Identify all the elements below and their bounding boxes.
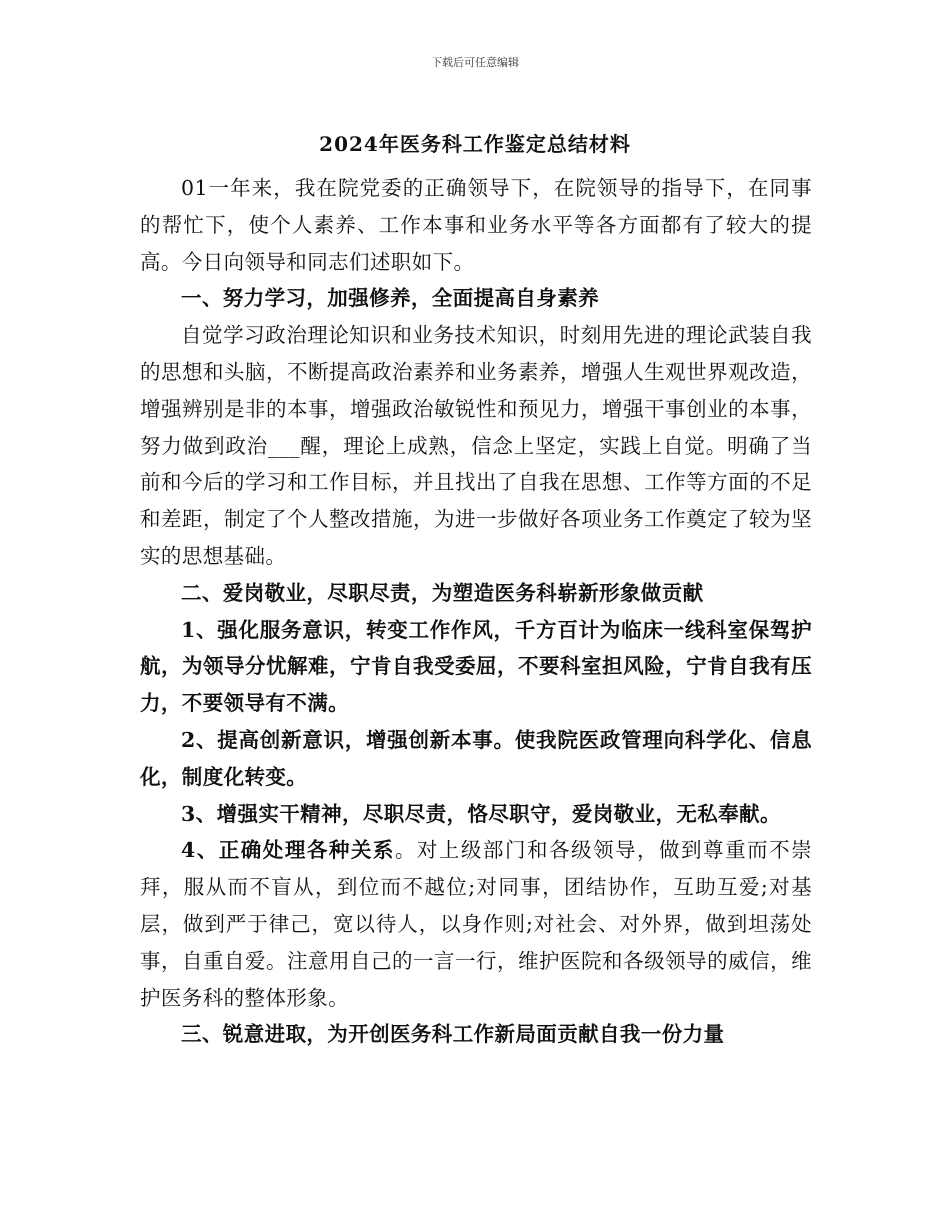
paragraph-item-4-rest: 。对上级部门和各级领导，做到尊重而不崇拜，服从而不盲从，到位而不越位;对同事，团结协作，互助互爱;对基层，做到严于律己，宽以待人，以身作则;对社会、对外界，做到坦荡处事，自重自爱。注意用自己的一言一行，维护医院和各级领导的威信，维护医务科的整体形象。 — [140, 838, 812, 1010]
paragraph-item-2: 2、提高创新意识，增强创新本事。使我院医政管理向科学化、信息化，制度化转变。 — [140, 727, 812, 789]
paragraph-item-1: 1、强化服务意识，转变工作作风，千方百计为临床一线科室保驾护航，为领导分忧解难，宁肯自我受委屈，不要科室担风险，宁肯自我有压力，不要领导有不满。 — [140, 617, 812, 716]
document-body — [140, 170, 812, 1053]
section-heading-3: 三、锐意进取，为开创医务科工作新局面贡献自我一份力量 — [181, 1022, 725, 1047]
header-note: 下载后可任意编辑 — [431, 56, 519, 69]
paragraph-study: 自觉学习政治理论知识和业务技术知识，时刻用先进的理论武装自我的思想和头脑，不断提高政治素养和业务素养，增强人生观世界观改造，增强辨别是非的本事，增强政治敏锐性和预见力，增强干事创业的本事，努力做到政治___醒，理论上成熟，信念上坚定，实践上自觉。明确了当前和今后的学习和工作目标，并且找出了自我在思想、工作等方面的不足和差距，制定了个人整改措施，为进一步做好各项业务工作奠定了较为坚实的思想基础。 — [140, 323, 812, 568]
section-heading-2: 二、爱岗敬业，尽职尽责，为塑造医务科崭新形象做贡献 — [181, 580, 704, 605]
paragraph-item-4 — [140, 832, 812, 1016]
paragraph-item-3: 3、增强实干精神，尽职尽责，恪尽职守，爱岗敬业，无私奉献。 — [181, 801, 781, 826]
section-heading-1: 一、努力学习，加强修养，全面提高自身素养 — [181, 286, 599, 311]
paragraph-item-4-lead: 4、正确处理各种关系 — [181, 838, 395, 863]
document-title: 2024年医务科工作鉴定总结材料 — [319, 132, 631, 156]
paragraph-intro: 01一年来，我在院党委的正确领导下，在院领导的指导下，在同事的帮忙下，使个人素养、工作本事和业务水平等各方面都有了较大的提高。今日向领导和同志们述职如下。 — [140, 176, 812, 274]
